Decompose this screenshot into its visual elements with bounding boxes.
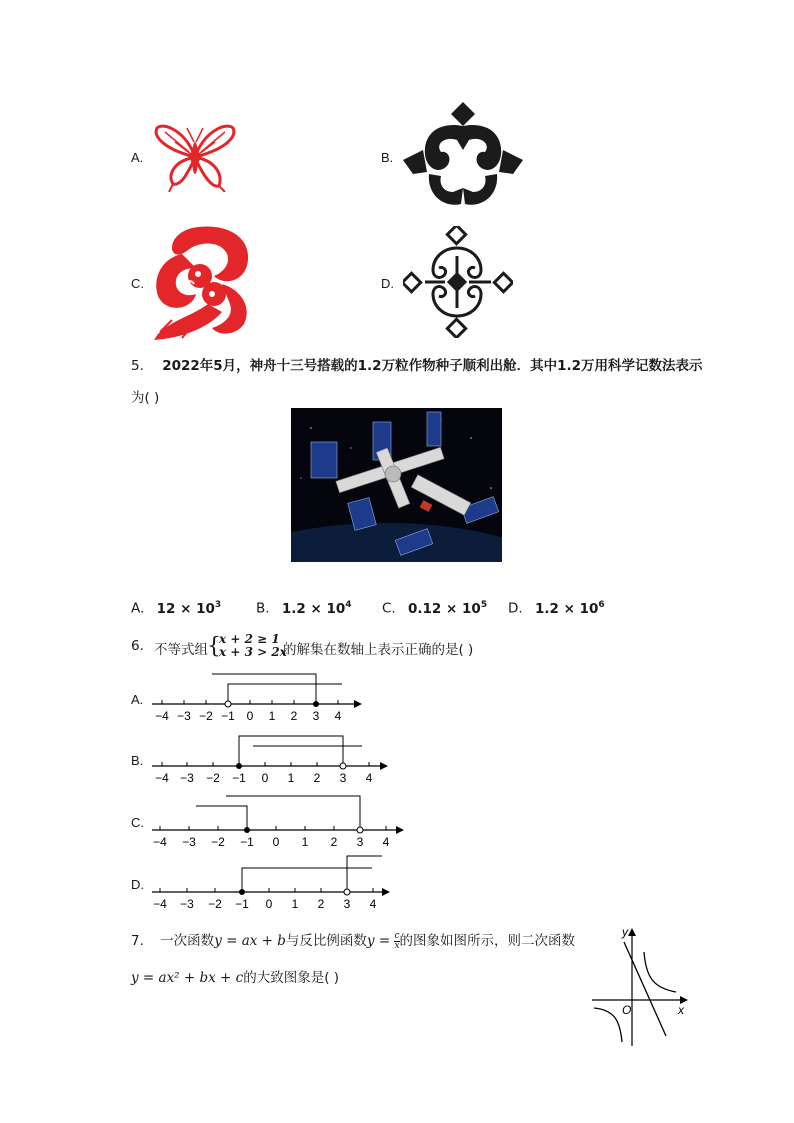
tick-label: −1	[235, 897, 249, 911]
q5-line2: 为( )	[131, 390, 160, 406]
tick-label: 2	[290, 709, 298, 723]
tick-label: 1	[287, 771, 295, 785]
x-axis-label: x	[678, 1003, 684, 1017]
q4-option-c-label: C.	[131, 276, 144, 291]
q5-option-a: A. $12 \times 10^3$	[131, 600, 222, 617]
tick-label: −4	[153, 897, 167, 911]
tick-label: 3	[356, 835, 364, 848]
tick-label: 3	[312, 709, 320, 723]
q7-linear-function: y = ax + b	[214, 933, 286, 949]
number-line-a	[150, 668, 365, 724]
y-axis-label: y	[622, 925, 628, 939]
number-line-c	[150, 792, 408, 848]
q6-ineq1: x + 2 ≥ 1	[219, 632, 280, 646]
q5-option-b: B. $1.2 \times 10^4$	[256, 600, 352, 617]
q6-brace: {	[207, 634, 221, 659]
tick-label: 0	[246, 709, 254, 723]
hyperbola-branch-upper	[644, 952, 676, 992]
q6-option-c-label: C.	[131, 815, 144, 830]
tick-label: −2	[208, 897, 222, 911]
tick-label: 4	[365, 771, 373, 785]
tick-label: −4	[153, 835, 167, 848]
tick-label: −1	[232, 771, 246, 785]
q6-option-b-label: B.	[131, 753, 144, 768]
q7-number: 7.	[131, 933, 144, 949]
tick-label: −4	[155, 709, 169, 723]
ornament-pattern-icon	[403, 100, 523, 210]
tick-label: −1	[221, 709, 235, 723]
q7-quadratic-function: y = ax² + bx + c	[131, 970, 244, 986]
phoenix-papercut-icon	[152, 224, 252, 340]
q6-option-a-label: A.	[131, 692, 144, 707]
q7-function-graph	[588, 922, 692, 1048]
q7-stem-line2: y = ax² + bx + c的大致图象是( )	[131, 970, 340, 986]
tick-label: −3	[180, 771, 194, 785]
q6-ineq2: x + 3 > 2x	[219, 645, 287, 659]
tick-label: 2	[317, 897, 325, 911]
q7-stem-line1: 7. 一次函数y = ax + b与反比例函数y = $\frac{c}{x}$ 的图象如图所示，则二次函数	[131, 930, 576, 951]
tick-label: 1	[301, 835, 309, 848]
q4-option-a-label: A.	[131, 150, 144, 165]
tick-label: 0	[272, 835, 280, 848]
tick-label: −1	[240, 835, 254, 848]
tick-label: −3	[182, 835, 196, 848]
tick-label: −2	[206, 771, 220, 785]
tick-label: 0	[261, 771, 269, 785]
tick-label: 1	[291, 897, 299, 911]
tick-label: 2	[330, 835, 338, 848]
q5-number: 5.	[131, 358, 144, 374]
number-line-d	[150, 854, 395, 912]
number-line-b	[150, 730, 390, 786]
q6-option-d-label: D.	[131, 877, 144, 892]
tick-label: 0	[265, 897, 273, 911]
q6-suffix: 的解集在数轴上表示正确的是( )	[283, 642, 474, 658]
tick-label: 4	[382, 835, 390, 848]
diamond-spiral-icon	[403, 226, 513, 338]
butterfly-icon	[153, 122, 238, 192]
q5-option-c: C. $0.12 \times 10^5$	[382, 600, 488, 617]
tick-label: 4	[334, 709, 342, 723]
q6-prefix: 不等式组	[154, 642, 208, 658]
q5-stem	[131, 354, 702, 374]
tick-label: 3	[343, 897, 351, 911]
q7-fraction: $\frac{c}{x}$	[394, 930, 400, 951]
q4-option-d-label: D.	[381, 276, 394, 291]
tick-label: 2	[313, 771, 321, 785]
hyperbola-branch-lower	[594, 1008, 622, 1042]
q5-option-d: D. $1.2 \times 10^6$	[508, 600, 605, 617]
q6-number: 6.	[131, 638, 144, 654]
space-station-photo	[291, 408, 502, 562]
tick-label: −2	[211, 835, 225, 848]
tick-label: −3	[180, 897, 194, 911]
tick-label: 4	[369, 897, 377, 911]
tick-label: 3	[339, 771, 347, 785]
q6-system	[219, 633, 287, 659]
q4-option-b-label: B.	[381, 150, 394, 165]
tick-label: 1	[268, 709, 276, 723]
origin-label: O	[622, 1003, 632, 1017]
tick-label: −2	[199, 709, 213, 723]
q5-line1: 2022年5月，神舟十三号搭载的1.2万粒作物种子顺利出舱．其中1.2万用科学记数法表示	[162, 358, 703, 374]
tick-label: −4	[155, 771, 169, 785]
tick-label: −3	[177, 709, 191, 723]
